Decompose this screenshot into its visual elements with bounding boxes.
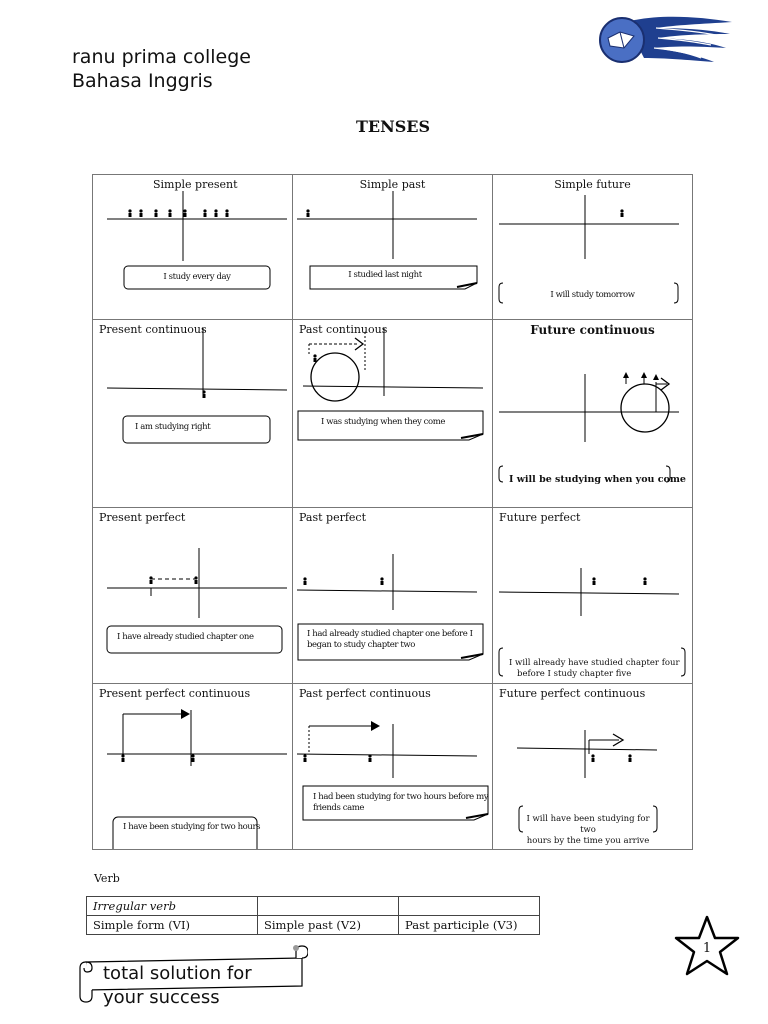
- col-past-participle: Past participle (V3): [399, 916, 540, 935]
- timeline-diagram: [293, 684, 492, 849]
- cell-future-continuous: [493, 320, 692, 507]
- cell-simple-present: [93, 175, 292, 319]
- cell-title: Simple future: [554, 178, 631, 191]
- col-simple-past: Simple past (V2): [258, 916, 399, 935]
- verb-table-header: Irregular verb: [87, 897, 258, 916]
- example-sentence: I am studying right: [135, 422, 211, 432]
- example-line-2: before I study chapter five: [517, 669, 632, 679]
- example-line-1: I will have been studying for two: [526, 814, 650, 835]
- example-sentence: I have been studying for two hours: [123, 822, 261, 832]
- cell-future-perfect-continuous: [493, 684, 692, 849]
- irregular-verb-table: [86, 896, 540, 935]
- timeline-diagram: [293, 175, 492, 319]
- example-sentence: [519, 814, 657, 847]
- verb-label: Verb: [94, 872, 120, 885]
- example-sentence: I was studying when they come: [321, 417, 446, 427]
- cell-title: Future perfect: [499, 511, 581, 524]
- example-sentence: [307, 629, 473, 651]
- verb-table-empty-cell: [399, 897, 540, 916]
- example-line-1: I had already studied chapter one before I: [307, 629, 473, 639]
- tenses-table: [92, 174, 693, 850]
- timeline-diagram: [93, 508, 292, 683]
- cell-past-continuous: [293, 320, 492, 507]
- cell-past-perfect: [293, 508, 492, 683]
- cell-present-perfect-continuous: [93, 684, 292, 849]
- cell-title: Past perfect: [299, 511, 366, 524]
- example-sentence: [313, 792, 488, 814]
- cell-title: Future perfect continuous: [499, 687, 646, 700]
- cell-title: Present perfect: [99, 511, 186, 524]
- timeline-diagram: [293, 508, 492, 683]
- cell-title: Present continuous: [99, 323, 207, 336]
- cell-title: Past perfect continuous: [299, 687, 431, 700]
- timeline-diagram: [93, 175, 292, 319]
- cell-future-perfect: [493, 508, 692, 683]
- slogan-line-1: total solution for: [103, 963, 252, 984]
- example-sentence: I will be studying when you come: [509, 474, 686, 485]
- example-line-2: hours by the time you arrive: [526, 836, 650, 846]
- cell-simple-future: [493, 175, 692, 319]
- college-name: ranu prima college: [72, 46, 251, 68]
- example-line-1: I had been studying for two hours before my: [313, 792, 489, 802]
- timeline-diagram: [493, 508, 692, 683]
- page-number: 1: [702, 941, 712, 956]
- cell-past-perfect-continuous: [293, 684, 492, 849]
- subject-name: Bahasa Inggris: [72, 70, 213, 92]
- cell-title: Present perfect continuous: [99, 687, 251, 700]
- example-sentence: I studied last night: [348, 270, 422, 280]
- slogan-line-2: your success: [103, 987, 220, 1008]
- col-simple-form: Simple form (VI): [87, 916, 258, 935]
- verb-table-empty-cell: [258, 897, 399, 916]
- cell-title: Simple present: [153, 178, 238, 191]
- cell-simple-past: [293, 175, 492, 319]
- timeline-diagram: [293, 320, 492, 507]
- example-line-1: I will already have studied chapter four: [509, 658, 680, 668]
- example-line-2: friends came: [313, 803, 365, 813]
- timeline-diagram: [93, 320, 292, 507]
- cell-title: Future continuous: [530, 323, 655, 337]
- page-title: TENSES: [355, 117, 431, 136]
- example-sentence: I have already studied chapter one: [117, 632, 254, 642]
- example-sentence: I study every day: [163, 272, 231, 282]
- cell-title: Past continuous: [299, 323, 388, 336]
- example-sentence: [509, 658, 680, 680]
- example-sentence: I will study tomorrow: [550, 290, 635, 300]
- book-flame-logo: [596, 12, 736, 68]
- example-line-2: began to study chapter two: [307, 640, 415, 650]
- cell-present-continuous: [93, 320, 292, 507]
- cell-title: Simple past: [359, 178, 426, 191]
- cell-present-perfect: [93, 508, 292, 683]
